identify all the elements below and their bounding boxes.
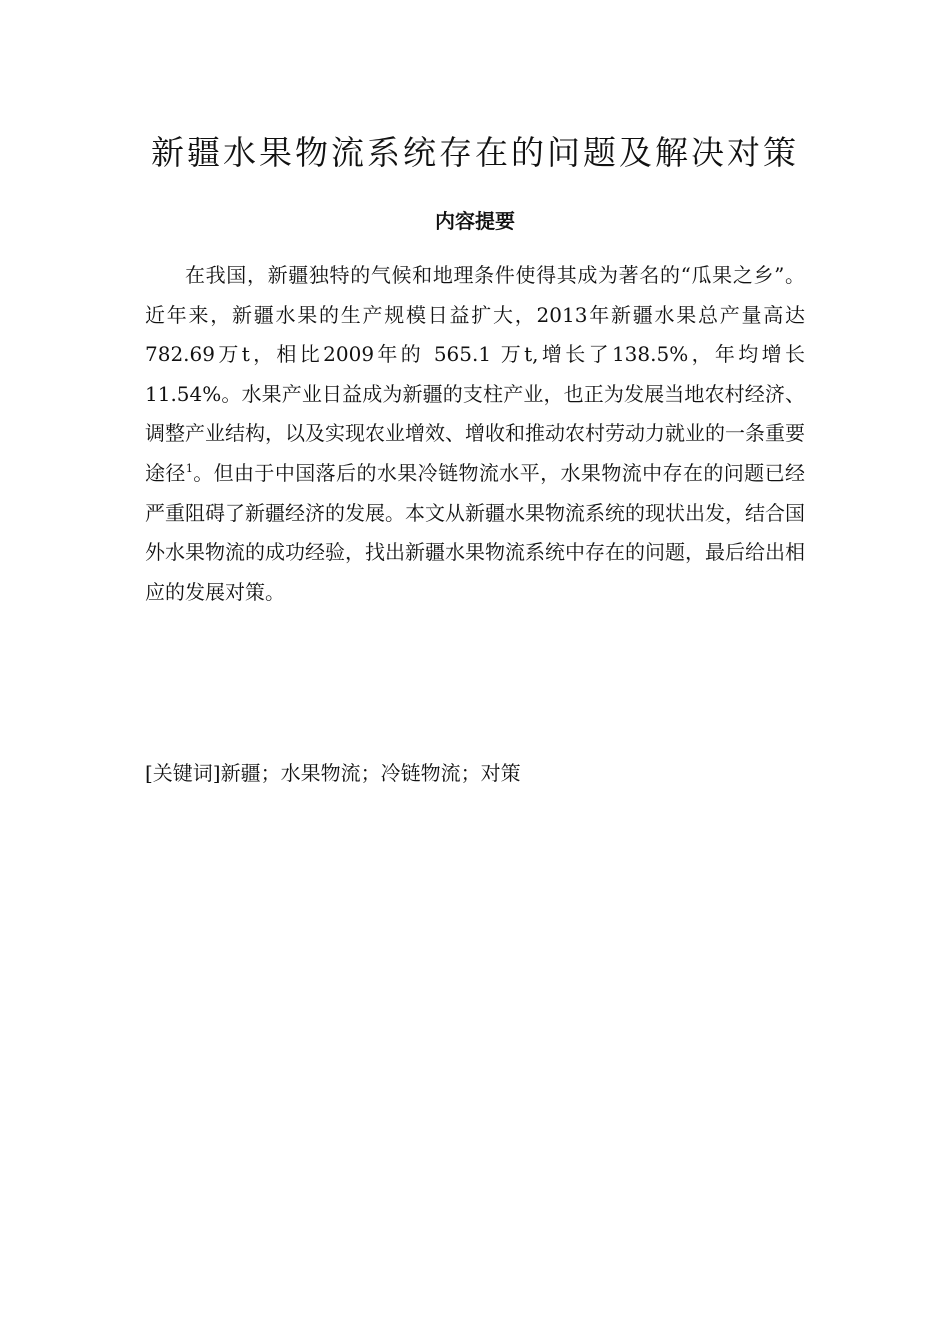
footnote-marker: 1 — [185, 461, 193, 475]
abstract-heading: 内容提要 — [435, 209, 515, 233]
document-title: 新疆水果物流系统存在的问题及解决对策 — [151, 133, 799, 172]
abstract-text-part-1: 在我国，新疆独特的气候和地理条件使得其成为著名的“瓜果之乡”。近年来，新疆水果的生产规模日益扩大，2013年新疆水果总产量高达782.69万t，相比2009年的 565.1 万t,增长了138.5%，年均增长 11.54%。水果产业日益成为新疆的支柱产业，也正为发展当地农村经济、调整产业结构，以及实现农业增效、增收和推动农村劳动力就业的一条重要途径 — [145, 263, 805, 485]
keywords-line — [145, 756, 805, 790]
keywords-label: [关键词] — [145, 761, 221, 785]
abstract-text-part-2: 。但由于中国落后的水果冷链物流水平，水果物流中存在的问题已经严重阻碍了新疆经济的发展。本文从新疆水果物流系统的现状出发，结合国外水果物流的成功经验，找出新疆水果物流系统中存在的问题，最后给出相应的发展对策。 — [145, 460, 805, 604]
abstract-paragraph — [145, 256, 805, 612]
keywords-value: 新疆；水果物流；冷链物流；对策 — [220, 761, 521, 785]
